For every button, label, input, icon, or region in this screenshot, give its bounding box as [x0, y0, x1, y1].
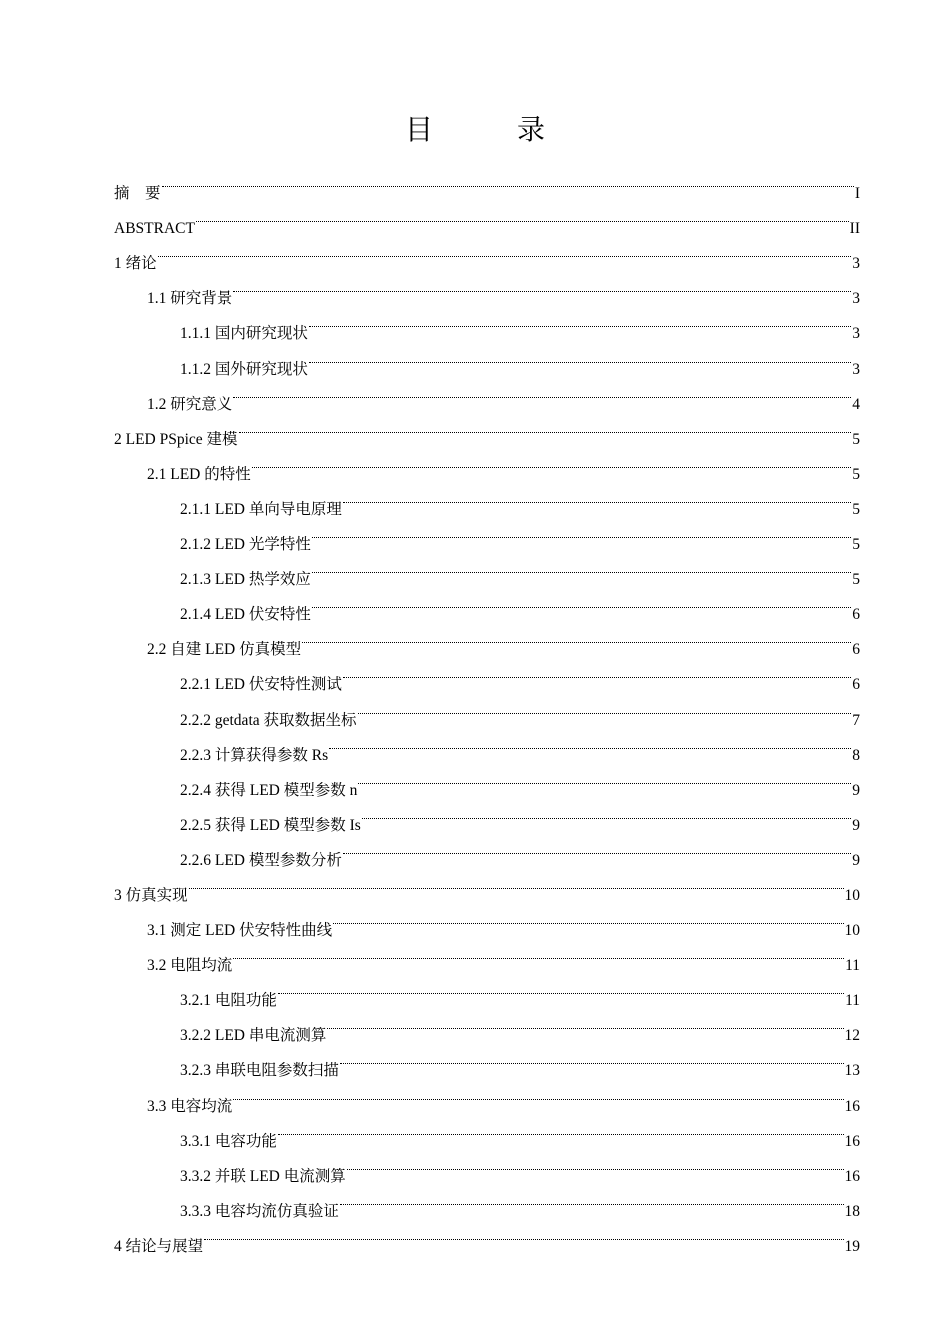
toc-entry-page-number: 4: [852, 395, 860, 413]
toc-entry-page-number: 12: [844, 1027, 860, 1045]
toc-leader-dots: [362, 795, 851, 830]
toc-leader-dots: [189, 865, 844, 900]
toc-leader-dots: [340, 1181, 844, 1216]
toc-leader-dots: [309, 338, 851, 373]
toc-entry-label: ABSTRACT: [114, 220, 195, 238]
toc-entry-page-number: 10: [844, 886, 860, 904]
toc-entry-label: 2.2.1 LED 伏安特性测试: [180, 676, 342, 694]
toc-entry-page-number: 19: [844, 1237, 860, 1255]
toc-entry-label: 3.3 电容均流: [147, 1097, 233, 1115]
toc-entry-label: 3.3.2 并联 LED 电流测算: [180, 1167, 346, 1185]
toc-entry-page-number: 3: [852, 360, 860, 378]
toc-leader-dots: [333, 900, 843, 935]
toc-entry-label: 2.2.5 获得 LED 模型参数 Is: [180, 816, 361, 834]
toc-entry-label: 2.2 自建 LED 仿真模型: [147, 641, 302, 659]
toc-entry-label: 1.2 研究意义: [147, 395, 233, 413]
toc-entry-label: 3.2 电阻均流: [147, 957, 233, 975]
toc-leader-dots: [278, 1111, 844, 1146]
toc-leader-dots: [358, 760, 851, 795]
toc-leader-dots: [233, 268, 851, 303]
toc-entry-page-number: 16: [844, 1132, 860, 1150]
toc-entry-page-number: 3: [852, 255, 860, 273]
toc-entry-label: 4 结论与展望: [114, 1237, 204, 1255]
toc-leader-dots: [312, 514, 851, 549]
toc-entry-page-number: 11: [845, 957, 860, 975]
toc-entry-page-number: 7: [852, 711, 860, 729]
toc-entry[interactable]: [114, 1216, 860, 1255]
toc-leader-dots: [312, 584, 851, 619]
toc-entry-label: 3.2.1 电阻功能: [180, 992, 277, 1010]
toc-entry-label: 1.1 研究背景: [147, 290, 233, 308]
toc-entry-page-number: 16: [844, 1167, 860, 1185]
toc-entry-label: 1.1.1 国内研究现状: [180, 325, 308, 343]
toc-entry-page-number: 10: [844, 922, 860, 940]
toc-entry[interactable]: [114, 900, 860, 940]
toc-leader-dots: [233, 374, 851, 409]
toc-leader-dots: [302, 619, 851, 654]
toc-entry-page-number: 3: [852, 290, 860, 308]
toc-leader-dots: [239, 409, 852, 444]
toc-entry-label: 1.1.2 国外研究现状: [180, 360, 308, 378]
toc-leader-dots: [358, 689, 852, 724]
toc-entry-label: 2.2.4 获得 LED 模型参数 n: [180, 781, 358, 799]
toc-entry-page-number: 5: [852, 465, 860, 483]
toc-entry-page-number: 9: [852, 816, 860, 834]
toc-entry-page-number: 5: [852, 500, 860, 518]
toc-entry[interactable]: [114, 163, 860, 203]
toc-entry-label: 2.1.3 LED 热学效应: [180, 571, 311, 589]
toc-entry-label: 3.2.2 LED 串电流测算: [180, 1027, 327, 1045]
toc-entry-page-number: 18: [844, 1202, 860, 1220]
toc-leader-dots: [233, 935, 844, 970]
toc-entry-label: 2 LED PSpice 建模: [114, 430, 238, 448]
toc-leader-dots: [343, 479, 851, 514]
toc-entry-label: 3.1 测定 LED 伏安特性曲线: [147, 922, 333, 940]
toc-entry[interactable]: [114, 233, 860, 273]
toc-entry-page-number: 6: [852, 641, 860, 659]
toc-leader-dots: [309, 303, 851, 338]
toc-leader-dots: [196, 198, 849, 233]
toc-leader-dots: [312, 549, 851, 584]
toc-entry[interactable]: [114, 865, 860, 904]
toc-entry-page-number: 5: [852, 536, 860, 554]
page-title: 目 录: [404, 113, 573, 146]
toc-leader-dots: [162, 163, 854, 198]
toc-entry[interactable]: [114, 268, 860, 308]
toc-leader-dots: [347, 1146, 844, 1181]
toc-leader-dots: [343, 830, 851, 865]
toc-entry-label: 2.1.2 LED 光学特性: [180, 536, 311, 554]
toc-entry-label: 2.1 LED 的特性: [147, 465, 251, 483]
toc-leader-dots: [252, 444, 851, 479]
toc-entry-page-number: I: [854, 185, 860, 203]
toc-entry-label: 2.2.3 计算获得参数 Rs: [180, 746, 329, 764]
toc-entry-label: 2.1.1 LED 单向导电原理: [180, 500, 342, 518]
toc-leader-dots: [327, 1005, 843, 1040]
toc-entry-page-number: 9: [852, 781, 860, 799]
toc-leader-dots: [233, 1075, 843, 1110]
table-of-contents: [114, 163, 860, 1255]
toc-entry-label: 3.2.3 串联电阻参数扫描: [180, 1062, 339, 1080]
toc-entry-page-number: 11: [845, 992, 860, 1010]
toc-entry-label: 摘 要: [114, 185, 161, 203]
toc-entry-label: 1 绪论: [114, 255, 157, 273]
toc-entry[interactable]: [114, 198, 860, 238]
toc-entry-label: 2.2.6 LED 模型参数分析: [180, 851, 342, 869]
toc-leader-dots: [329, 725, 851, 760]
toc-entry-page-number: 9: [852, 851, 860, 869]
toc-entry-page-number: 6: [852, 606, 860, 624]
toc-entry-page-number: II: [849, 220, 860, 238]
toc-leader-dots: [158, 233, 852, 268]
toc-entry-label: 3 仿真实现: [114, 886, 188, 904]
toc-entry-page-number: 6: [852, 676, 860, 694]
toc-entry-label: 3.3.1 电容功能: [180, 1132, 277, 1150]
toc-entry-page-number: 5: [852, 571, 860, 589]
toc-leader-dots: [343, 654, 851, 689]
toc-entry-label: 2.1.4 LED 伏安特性: [180, 606, 311, 624]
toc-entry-page-number: 5: [852, 430, 860, 448]
toc-entry-label: 3.3.3 电容均流仿真验证: [180, 1202, 339, 1220]
toc-leader-dots: [278, 970, 844, 1005]
toc-entry-page-number: 16: [844, 1097, 860, 1115]
toc-entry-page-number: 3: [852, 325, 860, 343]
toc-leader-dots: [340, 1040, 844, 1075]
toc-entry-page-number: 13: [844, 1062, 860, 1080]
toc-entry-page-number: 8: [852, 746, 860, 764]
toc-leader-dots: [204, 1216, 843, 1251]
toc-entry-label: 2.2.2 getdata 获取数据坐标: [180, 711, 357, 729]
